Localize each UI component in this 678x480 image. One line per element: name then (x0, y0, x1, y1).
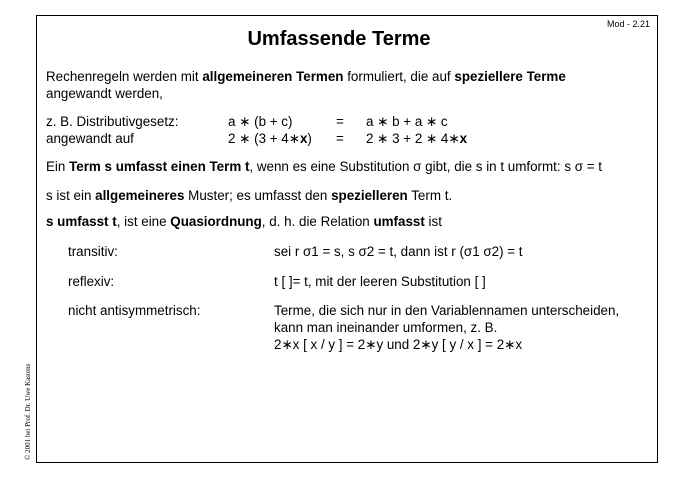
example-label-1: z. B. Distributivgesetz: (46, 114, 179, 129)
antisymmetric-line-2: kann man ineinander umformen, z. B. (274, 320, 498, 335)
example-rhs-1: a ∗ b + a ∗ c (366, 114, 448, 129)
example-label-2: angewandt auf (46, 131, 134, 146)
example-lhs-2: 2 ∗ (3 + 4∗x) (228, 131, 312, 146)
reflexive-text: t [ ]= t, mit der leeren Substitution [ ] (274, 274, 486, 289)
quasiorder-line: s umfasst t, ist eine Quasiordnung, d. h. die Relation umfasst ist (46, 214, 442, 229)
general-line: s ist ein allgemeineres Muster; es umfasst den spezielleren Term t. (46, 188, 453, 203)
intro-line-2: angewandt werden, (46, 86, 163, 101)
copyright-note: © 2001 bei Prof. Dr. Uwe Kastens (24, 363, 32, 460)
slide-code: Mod - 2.21 (606, 19, 650, 29)
example-equals-2: = (336, 131, 344, 146)
antisymmetric-line-3: 2∗x [ x / y ] = 2∗y und 2∗y [ y / x ] = 2∗x (274, 337, 523, 352)
example-lhs-1: a ∗ (b + c) (228, 114, 293, 129)
reflexive-label: reflexiv: (68, 274, 115, 289)
definition-line: Ein Term s umfasst einen Term t, wenn es eine Substitution σ gibt, die s in t umformt: s σ = t (46, 159, 602, 174)
intro-line-1: Rechenregeln werden mit allgemeineren Termen formuliert, die auf speziellere Terme (46, 69, 566, 84)
antisymmetric-label: nicht antisymmetrisch: (68, 303, 201, 318)
example-rhs-2: 2 ∗ 3 + 2 ∗ 4∗x (366, 131, 468, 146)
page-title: Umfassende Terme (247, 28, 431, 50)
transitive-text: sei r σ1 = s, s σ2 = t, dann ist r (σ1 σ2) = t (274, 244, 523, 259)
transitive-label: transitiv: (68, 244, 118, 259)
antisymmetric-line-1: Terme, die sich nur in den Variablennamen unterscheiden, (274, 303, 620, 318)
example-equals-1: = (336, 114, 344, 129)
